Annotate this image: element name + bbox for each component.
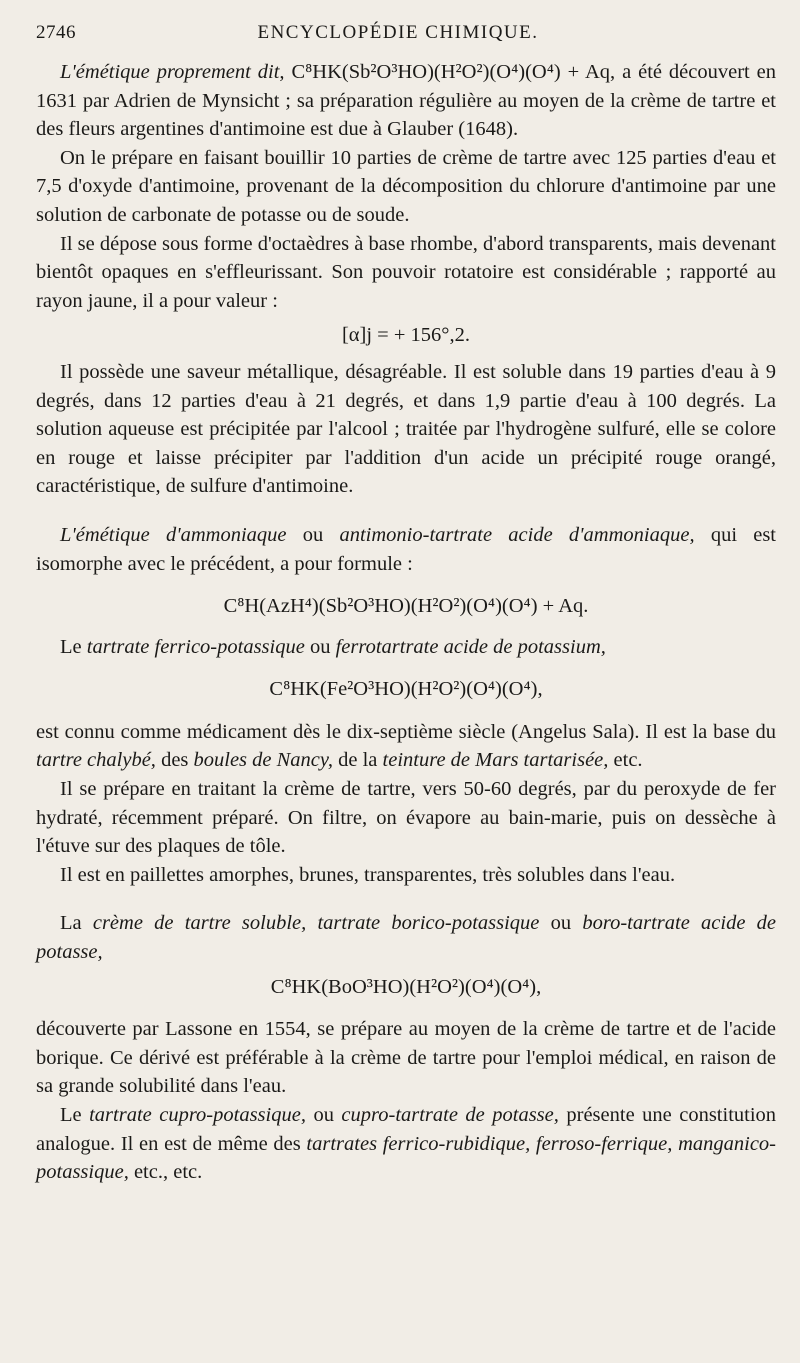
paragraph-iron-aspect: Il est en paillettes amorphes, brunes, transparentes, très solubles dans l'eau.: [60, 863, 676, 886]
text-span: est connu comme médicament dès le dix-septième siècle (Angelus Sala). Il est la base du: [36, 720, 776, 743]
text-span: ou: [309, 635, 331, 658]
paragraph-preparation: On le prépare en faisant bouillir 10 parties de crème de tartre avec 125 parties d'eau et 7,5 d'oxyde d'antimoine, provenant de la décomposition du chlorure d'antimoine par une solution de carbonate de potasse ou de soude.: [36, 146, 776, 226]
formula-iron: C⁸HK(Fe²O³HO)(H²O²)(O⁴)(O⁴),: [269, 678, 543, 701]
formula-emetique: C⁸HK(Sb²O³HO)(H²O²)(O⁴)(O⁴) + Aq,: [291, 61, 616, 83]
paragraph-cupro: [36, 1101, 776, 1187]
text-span: etc.: [613, 749, 643, 772]
text-span: des: [161, 749, 189, 772]
term-boro-tartrate: boro-tartrate acide de potasse,: [36, 912, 777, 964]
term-cupro-tartrate: cupro-tartrate de potasse,: [341, 1104, 559, 1126]
paragraph-iron-prep: Il se prépare en traitant la crème de tartre, vers 50-60 degrés, par du peroxyde de fer hydraté, récemment préparé. On filtre, on évapore au bain-marie, puis on dessèche à l'étuve sur des plaques de tôle.: [36, 778, 776, 858]
paragraph-emetique: [36, 58, 776, 144]
text-span: de la: [338, 749, 378, 772]
text-span: ou: [313, 1104, 334, 1126]
paragraph-lassone: découverte par Lassone en 1554, se prépare au moyen de la crème de tartre et de l'acide borique. Ce dérivé est préférable à la crème de tartre pour l'emploi médical, en raison de sa grande solubilité dans l'eau.: [36, 1018, 776, 1098]
text-span: ou: [302, 523, 324, 546]
text-span: qui est isomorphe avec le précédent, a pour formule :: [36, 523, 776, 575]
paragraph-boro: [36, 909, 776, 966]
paragraph-ferrico: [36, 633, 776, 662]
text-span: présente une constitution analogue. Il en est de même des: [36, 1104, 777, 1155]
formula-boron: C⁸HK(BoO³HO)(H²O²)(O⁴)(O⁴),: [270, 975, 542, 998]
term-tartrate-cupro: tartrate cupro-potassique,: [89, 1104, 306, 1126]
page-body: [36, 58, 776, 1187]
text-span: La: [60, 912, 82, 935]
text-span: Le: [60, 635, 82, 658]
paragraph-crystals: Il se dépose sous forme d'octaèdres à base rhombe, d'abord transparents, mais devenant bientôt opaques en s'effleurissant. Son pouvoir rotatoire est considérable ; rapporté au rayon jaune, il a pour valeur :: [36, 232, 776, 312]
formula-ammonium: C⁸H(AzH⁴)(Sb²O³HO)(H²O²)(O⁴)(O⁴) + Aq.: [223, 595, 589, 618]
term-emetique: L'émétique proprement dit,: [60, 61, 285, 83]
paragraph-properties: Il possède une saveur métallique, désagréable. Il est soluble dans 19 parties d'eau à 9 degrés, dans 12 parties d'eau à 21 degrés, et dans 1,9 partie d'eau à 100 degrés. La solution aqueuse est précipitée par l'alcool ; traitée par l'hydrogène sulfuré, elle se colore en rouge et laisse précipiter par l'addition d'un acide un précipité rouge orangé, caractéristique, de sulfure d'antimoine.: [36, 360, 776, 498]
term-tartrate-ferrico: tartrate ferrico-potassique: [86, 635, 305, 658]
page-number: 2746: [36, 22, 76, 43]
text-span: Le: [60, 1104, 82, 1126]
term-antimonio-tartrate: antimonio-tartrate acide d'ammoniaque,: [339, 523, 695, 546]
term-emetique-ammoniaque: L'émétique d'ammoniaque: [60, 523, 287, 546]
term-boules-nancy: boules de Nancy,: [193, 749, 334, 772]
term-tartrates-list: tartrates ferrico-rubidique, ferroso-ferrique, manganico-potassique,: [36, 1132, 776, 1184]
rotation-formula: [α]j = + 156°,2.: [341, 324, 471, 347]
paragraph-text: a été découvert en 1631 par Adrien de Mynsicht ; sa préparation régulière au moyen de la crème de tartre et des fleurs argentines d'antimoine est due à Glauber (1648).: [36, 61, 777, 141]
term-tartre-chalybe: tartre chalybé,: [36, 749, 156, 772]
term-creme-soluble: crème de tartre soluble, tartrate borico-potassique: [92, 912, 540, 935]
paragraph-medicament: [36, 718, 776, 775]
term-teinture-mars: teinture de Mars tartarisée,: [382, 749, 609, 772]
paragraph-ammonium: [36, 521, 776, 578]
term-ferrotartrate: ferrotartrate acide de potassium,: [335, 635, 606, 658]
text-span: etc., etc.: [133, 1161, 203, 1184]
text-span: ou: [550, 912, 572, 935]
page-header: [36, 22, 760, 52]
running-title: ENCYCLOPÉDIE CHIMIQUE.: [257, 22, 539, 43]
